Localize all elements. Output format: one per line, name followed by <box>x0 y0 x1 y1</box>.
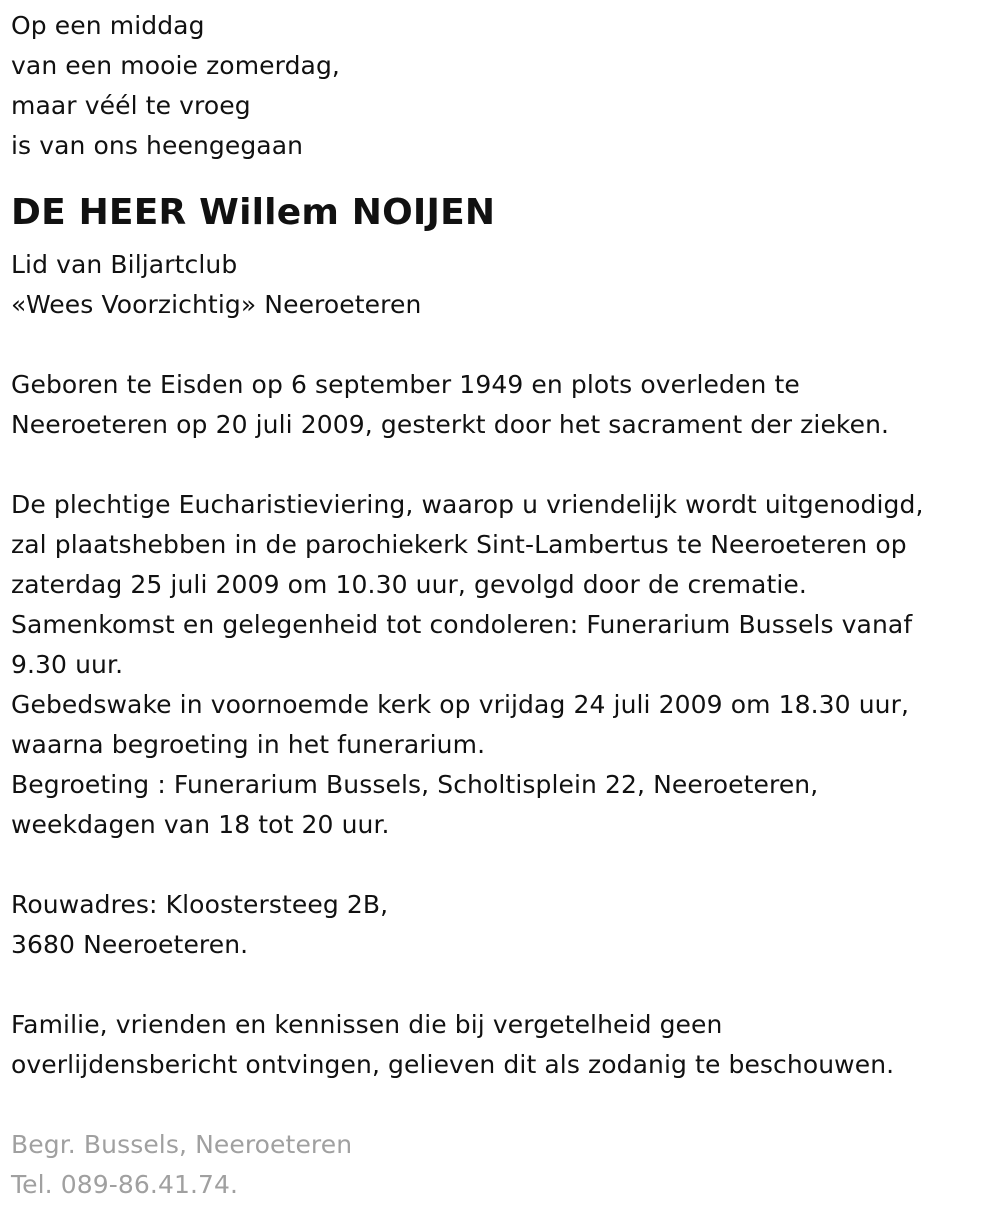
address-line: Rouwadres: Kloostersteeg 2B, <box>11 890 389 919</box>
poem-line: is van ons heengegaan <box>11 131 304 160</box>
ceremony-paragraph <box>11 485 991 845</box>
paragraph-line: De plechtige Eucharistieviering, waarop u vriendelijk wordt uitgenodigd, <box>11 490 924 519</box>
affiliation-line: «Wees Voorzichtig» Neeroeteren <box>11 290 422 319</box>
paragraph-line: Begroeting : Funerarium Bussels, Scholtisplein 22, Neeroeteren, <box>11 770 819 799</box>
spacer <box>11 325 991 365</box>
paragraph-line: Samenkomst en gelegenheid tot condoleren: Funerarium Bussels vanaf <box>11 610 913 639</box>
paragraph-line: Geboren te Eisden op 6 september 1949 en plots overleden te <box>11 370 800 399</box>
spacer <box>11 965 991 1005</box>
undertaker-phone: Tel. 089-86.41.74. <box>11 1170 239 1199</box>
obituary-notice <box>11 6 991 1205</box>
notice-paragraph <box>11 1005 991 1085</box>
affiliation-line: Lid van Biljartclub <box>11 250 238 279</box>
poem-line: Op een middag <box>11 11 205 40</box>
poem <box>11 6 991 166</box>
paragraph-line: overlijdensbericht ontvingen, gelieven dit als zodanig te beschouwen. <box>11 1050 895 1079</box>
birth-death-paragraph <box>11 365 991 445</box>
undertaker-info <box>11 1125 991 1205</box>
mourning-address <box>11 885 991 965</box>
paragraph-line: Gebedswake in voornoemde kerk op vrijdag 24 juli 2009 om 18.30 uur, <box>11 690 910 719</box>
poem-line: van een mooie zomerdag, <box>11 51 340 80</box>
poem-line: maar véél te vroeg <box>11 91 251 120</box>
paragraph-line: 9.30 uur. <box>11 650 124 679</box>
deceased-name: DE HEER Willem NOIJEN <box>11 192 496 233</box>
undertaker-name: Begr. Bussels, Neeroeteren <box>11 1130 353 1159</box>
paragraph-line: weekdagen van 18 tot 20 uur. <box>11 810 390 839</box>
spacer <box>11 845 991 885</box>
paragraph-line: Neeroeteren op 20 juli 2009, gesterkt door het sacrament der zieken. <box>11 410 890 439</box>
spacer <box>11 445 991 485</box>
paragraph-line: waarna begroeting in het funerarium. <box>11 730 486 759</box>
affiliation <box>11 245 991 325</box>
paragraph-line: zaterdag 25 juli 2009 om 10.30 uur, gevolgd door de crematie. <box>11 570 807 599</box>
paragraph-line: zal plaatshebben in de parochiekerk Sint-Lambertus te Neeroeteren op <box>11 530 907 559</box>
address-line: 3680 Neeroeteren. <box>11 930 249 959</box>
spacer <box>11 1085 991 1125</box>
paragraph-line: Familie, vrienden en kennissen die bij vergetelheid geen <box>11 1010 723 1039</box>
